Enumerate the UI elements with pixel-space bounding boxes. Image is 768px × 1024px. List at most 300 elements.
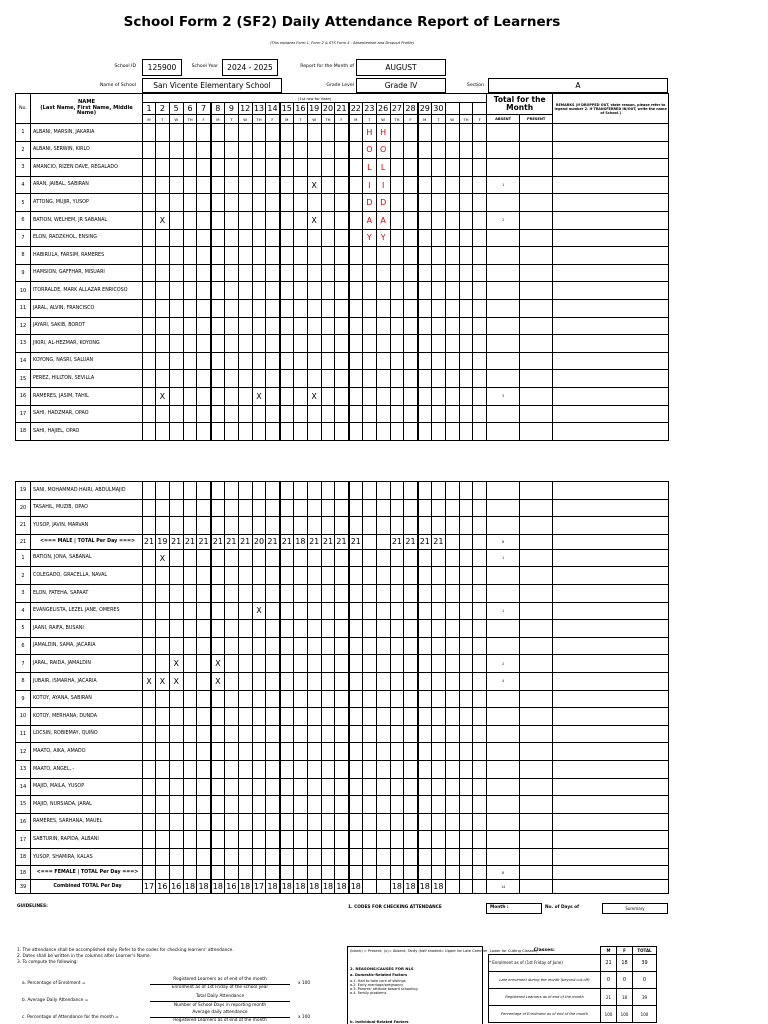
attendance-cell[interactable] [431,602,445,620]
attendance-cell[interactable] [211,405,225,423]
attendance-cell[interactable] [431,725,445,743]
attendance-cell[interactable] [280,405,294,423]
attendance-cell[interactable] [362,517,376,535]
attendance-cell[interactable] [197,549,211,567]
remarks-cell[interactable] [553,743,669,761]
attendance-cell[interactable] [418,159,432,177]
attendance-cell[interactable] [335,620,349,638]
attendance-cell[interactable] [390,229,404,247]
attendance-cell[interactable] [169,848,183,866]
remarks-cell[interactable] [553,282,669,300]
attendance-cell[interactable] [293,567,307,585]
attendance-cell[interactable] [404,176,418,194]
attendance-cell[interactable] [445,159,459,177]
attendance-cell[interactable] [143,352,156,370]
attendance-cell[interactable] [390,335,404,353]
attendance-cell[interactable] [473,370,487,388]
attendance-cell[interactable] [335,405,349,423]
attendance-cell[interactable] [445,743,459,761]
attendance-cell[interactable] [143,499,156,517]
attendance-cell[interactable] [307,655,321,673]
attendance-cell[interactable] [197,141,211,159]
attendance-cell[interactable]: X [169,672,183,690]
attendance-cell[interactable] [143,620,156,638]
attendance-cell[interactable] [321,229,335,247]
attendance-cell[interactable] [321,282,335,300]
attendance-cell[interactable] [156,499,170,517]
attendance-cell[interactable] [169,194,183,212]
attendance-cell[interactable] [143,655,156,673]
attendance-cell[interactable] [266,317,280,335]
attendance-cell[interactable] [390,499,404,517]
attendance-cell[interactable] [307,760,321,778]
attendance-cell[interactable] [473,637,487,655]
attendance-cell[interactable] [238,141,252,159]
attendance-cell[interactable] [390,584,404,602]
attendance-cell[interactable] [349,796,363,814]
attendance-cell[interactable] [224,708,238,726]
attendance-cell[interactable] [431,831,445,849]
attendance-cell[interactable] [431,796,445,814]
attendance-cell[interactable] [224,264,238,282]
attendance-cell[interactable] [445,813,459,831]
attendance-cell[interactable] [418,387,432,405]
attendance-cell[interactable] [473,796,487,814]
attendance-cell[interactable] [252,299,266,317]
attendance-cell[interactable] [390,549,404,567]
attendance-cell[interactable] [143,637,156,655]
attendance-cell[interactable] [321,637,335,655]
attendance-cell[interactable] [390,317,404,335]
attendance-cell[interactable] [224,335,238,353]
attendance-cell[interactable] [431,335,445,353]
attendance-cell[interactable] [169,549,183,567]
attendance-cell[interactable] [418,299,432,317]
attendance-cell[interactable] [169,141,183,159]
attendance-cell[interactable] [459,725,473,743]
attendance-cell[interactable] [211,211,225,229]
attendance-cell[interactable] [280,352,294,370]
attendance-cell[interactable] [252,335,266,353]
attendance-cell[interactable] [169,159,183,177]
attendance-cell[interactable] [252,655,266,673]
attendance-cell[interactable] [335,370,349,388]
attendance-cell[interactable] [349,778,363,796]
attendance-cell[interactable] [238,317,252,335]
attendance-cell[interactable] [143,708,156,726]
attendance-cell[interactable] [156,690,170,708]
attendance-cell[interactable] [404,517,418,535]
attendance-cell[interactable] [293,672,307,690]
attendance-cell[interactable] [335,211,349,229]
attendance-cell[interactable] [431,655,445,673]
attendance-cell[interactable] [238,264,252,282]
attendance-cell[interactable] [459,690,473,708]
attendance-cell[interactable] [211,482,225,500]
attendance-cell[interactable] [266,655,280,673]
attendance-cell[interactable] [266,813,280,831]
attendance-cell[interactable] [390,620,404,638]
attendance-cell[interactable] [459,159,473,177]
attendance-cell[interactable]: X [252,387,266,405]
attendance-cell[interactable] [349,620,363,638]
attendance-cell[interactable] [197,264,211,282]
attendance-cell[interactable] [404,725,418,743]
attendance-cell[interactable] [362,264,376,282]
attendance-cell[interactable] [390,370,404,388]
attendance-cell[interactable] [224,499,238,517]
attendance-cell[interactable] [418,796,432,814]
attendance-cell[interactable] [431,482,445,500]
attendance-cell[interactable] [280,637,294,655]
attendance-cell[interactable] [459,708,473,726]
attendance-cell[interactable] [431,567,445,585]
attendance-cell[interactable] [418,335,432,353]
attendance-cell[interactable] [349,299,363,317]
attendance-cell[interactable] [224,760,238,778]
attendance-cell[interactable] [376,620,390,638]
attendance-cell[interactable] [293,655,307,673]
attendance-cell[interactable] [418,176,432,194]
attendance-cell[interactable] [321,796,335,814]
attendance-cell[interactable] [390,637,404,655]
attendance-cell[interactable] [349,264,363,282]
attendance-cell[interactable] [459,317,473,335]
attendance-cell[interactable] [238,725,252,743]
attendance-cell[interactable] [156,124,170,142]
attendance-cell[interactable] [211,499,225,517]
attendance-cell[interactable] [431,370,445,388]
attendance-cell[interactable] [307,194,321,212]
attendance-cell[interactable] [224,482,238,500]
attendance-cell[interactable] [238,387,252,405]
attendance-cell[interactable] [404,264,418,282]
attendance-cell[interactable] [445,517,459,535]
attendance-cell[interactable] [362,370,376,388]
attendance-cell[interactable] [197,725,211,743]
attendance-cell[interactable] [280,690,294,708]
remarks-cell[interactable] [553,602,669,620]
attendance-cell[interactable] [183,264,197,282]
attendance-cell[interactable] [307,335,321,353]
attendance-cell[interactable] [156,517,170,535]
attendance-cell[interactable] [376,584,390,602]
attendance-cell[interactable] [183,141,197,159]
attendance-cell[interactable] [252,584,266,602]
attendance-cell[interactable] [459,141,473,159]
remarks-cell[interactable] [553,725,669,743]
attendance-cell[interactable] [169,405,183,423]
attendance-cell[interactable] [459,831,473,849]
attendance-cell[interactable] [362,672,376,690]
attendance-cell[interactable] [143,264,156,282]
attendance-cell[interactable] [252,229,266,247]
attendance-cell[interactable] [156,335,170,353]
attendance-cell[interactable] [321,708,335,726]
attendance-cell[interactable] [307,672,321,690]
attendance-cell[interactable] [459,848,473,866]
attendance-cell[interactable] [183,848,197,866]
attendance-cell[interactable] [169,708,183,726]
attendance-cell[interactable] [349,831,363,849]
attendance-cell[interactable] [349,499,363,517]
attendance-cell[interactable] [376,743,390,761]
remarks-cell[interactable] [553,423,669,441]
attendance-cell[interactable] [293,159,307,177]
attendance-cell[interactable] [349,690,363,708]
attendance-cell[interactable] [321,264,335,282]
attendance-cell[interactable] [445,317,459,335]
attendance-cell[interactable] [404,247,418,265]
attendance-cell[interactable] [238,567,252,585]
attendance-cell[interactable] [143,405,156,423]
attendance-cell[interactable] [418,637,432,655]
attendance-cell[interactable] [307,370,321,388]
attendance-cell[interactable] [211,194,225,212]
attendance-cell[interactable] [431,517,445,535]
attendance-cell[interactable] [445,796,459,814]
attendance-cell[interactable] [293,229,307,247]
attendance-cell[interactable] [459,549,473,567]
attendance-cell[interactable] [224,743,238,761]
attendance-cell[interactable] [335,299,349,317]
attendance-cell[interactable] [431,637,445,655]
attendance-cell[interactable] [418,282,432,300]
attendance-cell[interactable] [169,282,183,300]
attendance-cell[interactable] [252,423,266,441]
attendance-cell[interactable] [197,194,211,212]
grade-level-field[interactable]: Grade IV [356,78,446,93]
remarks-cell[interactable] [553,499,669,517]
attendance-cell[interactable] [431,141,445,159]
attendance-cell[interactable] [445,370,459,388]
remarks-cell[interactable] [553,482,669,500]
attendance-cell[interactable] [252,517,266,535]
attendance-cell[interactable] [280,743,294,761]
attendance-cell[interactable] [211,229,225,247]
attendance-cell[interactable] [252,211,266,229]
attendance-cell[interactable] [404,620,418,638]
remarks-cell[interactable] [553,264,669,282]
attendance-cell[interactable] [431,159,445,177]
month-field[interactable] [486,903,542,914]
attendance-cell[interactable] [431,264,445,282]
attendance-cell[interactable] [211,620,225,638]
attendance-cell[interactable] [280,620,294,638]
attendance-cell[interactable] [307,778,321,796]
attendance-cell[interactable] [293,141,307,159]
attendance-cell[interactable] [266,335,280,353]
attendance-cell[interactable] [211,299,225,317]
attendance-cell[interactable] [156,567,170,585]
attendance-cell[interactable] [362,282,376,300]
attendance-cell[interactable] [418,831,432,849]
remarks-cell[interactable] [553,317,669,335]
attendance-cell[interactable] [183,370,197,388]
attendance-cell[interactable] [431,317,445,335]
attendance-cell[interactable] [143,299,156,317]
attendance-cell[interactable] [376,672,390,690]
attendance-cell[interactable] [183,194,197,212]
attendance-cell[interactable] [321,299,335,317]
attendance-cell[interactable] [238,708,252,726]
attendance-cell[interactable] [211,517,225,535]
attendance-cell[interactable] [335,247,349,265]
attendance-cell[interactable] [224,159,238,177]
attendance-cell[interactable] [376,405,390,423]
attendance-cell[interactable] [390,708,404,726]
attendance-cell[interactable] [349,317,363,335]
attendance-cell[interactable] [349,141,363,159]
attendance-cell[interactable] [321,517,335,535]
attendance-cell[interactable] [211,567,225,585]
attendance-cell[interactable] [390,299,404,317]
attendance-cell[interactable] [307,405,321,423]
attendance-cell[interactable] [224,247,238,265]
attendance-cell[interactable] [211,387,225,405]
attendance-cell[interactable] [224,778,238,796]
attendance-cell[interactable] [183,602,197,620]
attendance-cell[interactable] [183,831,197,849]
attendance-cell[interactable] [307,124,321,142]
attendance-cell[interactable] [473,813,487,831]
attendance-cell[interactable] [404,335,418,353]
attendance-cell[interactable] [307,299,321,317]
attendance-cell[interactable] [473,848,487,866]
attendance-cell[interactable] [143,796,156,814]
attendance-cell[interactable] [266,584,280,602]
attendance-cell[interactable] [224,317,238,335]
attendance-cell[interactable] [197,760,211,778]
attendance-cell[interactable] [335,176,349,194]
attendance-cell[interactable] [431,229,445,247]
attendance-cell[interactable] [473,672,487,690]
attendance-cell[interactable] [224,672,238,690]
remarks-cell[interactable] [553,335,669,353]
attendance-cell[interactable] [459,517,473,535]
attendance-cell[interactable] [335,499,349,517]
attendance-cell[interactable] [445,352,459,370]
attendance-cell[interactable] [156,760,170,778]
attendance-cell[interactable] [280,549,294,567]
attendance-cell[interactable] [197,813,211,831]
attendance-cell[interactable] [321,352,335,370]
attendance-cell[interactable] [169,813,183,831]
attendance-cell[interactable] [321,211,335,229]
attendance-cell[interactable] [431,282,445,300]
attendance-cell[interactable] [266,264,280,282]
attendance-cell[interactable] [156,370,170,388]
attendance-cell[interactable] [459,760,473,778]
attendance-cell[interactable] [156,247,170,265]
attendance-cell[interactable] [307,584,321,602]
attendance-cell[interactable] [211,159,225,177]
attendance-cell[interactable] [156,482,170,500]
attendance-cell[interactable] [293,831,307,849]
attendance-cell[interactable] [156,778,170,796]
attendance-cell[interactable] [197,778,211,796]
remarks-cell[interactable] [553,176,669,194]
attendance-cell[interactable] [307,352,321,370]
attendance-cell[interactable] [266,549,280,567]
attendance-cell[interactable] [280,760,294,778]
attendance-cell[interactable] [376,387,390,405]
attendance-cell[interactable] [293,124,307,142]
attendance-cell[interactable] [169,335,183,353]
attendance-cell[interactable] [404,655,418,673]
attendance-cell[interactable] [418,567,432,585]
attendance-cell[interactable] [224,813,238,831]
attendance-cell[interactable] [143,370,156,388]
attendance-cell[interactable] [418,725,432,743]
attendance-cell[interactable] [473,567,487,585]
attendance-cell[interactable] [404,602,418,620]
attendance-cell[interactable] [335,655,349,673]
attendance-cell[interactable] [335,725,349,743]
remarks-cell[interactable] [553,370,669,388]
attendance-cell[interactable] [238,549,252,567]
attendance-cell[interactable] [280,848,294,866]
attendance-cell[interactable] [473,264,487,282]
attendance-cell[interactable] [238,743,252,761]
attendance-cell[interactable] [169,690,183,708]
attendance-cell[interactable] [390,194,404,212]
attendance-cell[interactable] [445,848,459,866]
attendance-cell[interactable] [266,194,280,212]
attendance-cell[interactable]: X [169,655,183,673]
attendance-cell[interactable] [459,482,473,500]
attendance-cell[interactable]: X [156,211,170,229]
attendance-cell[interactable] [349,370,363,388]
attendance-cell[interactable] [362,247,376,265]
attendance-cell[interactable] [404,317,418,335]
attendance-cell[interactable] [473,760,487,778]
attendance-cell[interactable] [418,229,432,247]
attendance-cell[interactable] [280,517,294,535]
attendance-cell[interactable] [211,690,225,708]
attendance-cell[interactable] [238,229,252,247]
attendance-cell[interactable] [293,725,307,743]
attendance-cell[interactable] [293,549,307,567]
attendance-cell[interactable] [459,567,473,585]
attendance-cell[interactable] [349,708,363,726]
remarks-cell[interactable] [553,760,669,778]
attendance-cell[interactable] [307,549,321,567]
attendance-cell[interactable] [390,672,404,690]
attendance-cell[interactable] [143,725,156,743]
attendance-cell[interactable] [143,176,156,194]
attendance-cell[interactable] [431,299,445,317]
attendance-cell[interactable] [252,194,266,212]
attendance-cell[interactable] [459,229,473,247]
attendance-cell[interactable] [431,124,445,142]
attendance-cell[interactable] [335,672,349,690]
attendance-cell[interactable]: X [307,387,321,405]
attendance-cell[interactable] [473,602,487,620]
attendance-cell[interactable] [404,637,418,655]
attendance-cell[interactable] [293,708,307,726]
attendance-cell[interactable] [390,282,404,300]
attendance-cell[interactable] [307,637,321,655]
attendance-cell[interactable] [459,264,473,282]
attendance-cell[interactable] [376,517,390,535]
attendance-cell[interactable] [390,760,404,778]
attendance-cell[interactable] [238,124,252,142]
attendance-cell[interactable] [362,778,376,796]
attendance-cell[interactable] [169,482,183,500]
attendance-cell[interactable] [238,159,252,177]
attendance-cell[interactable] [197,831,211,849]
